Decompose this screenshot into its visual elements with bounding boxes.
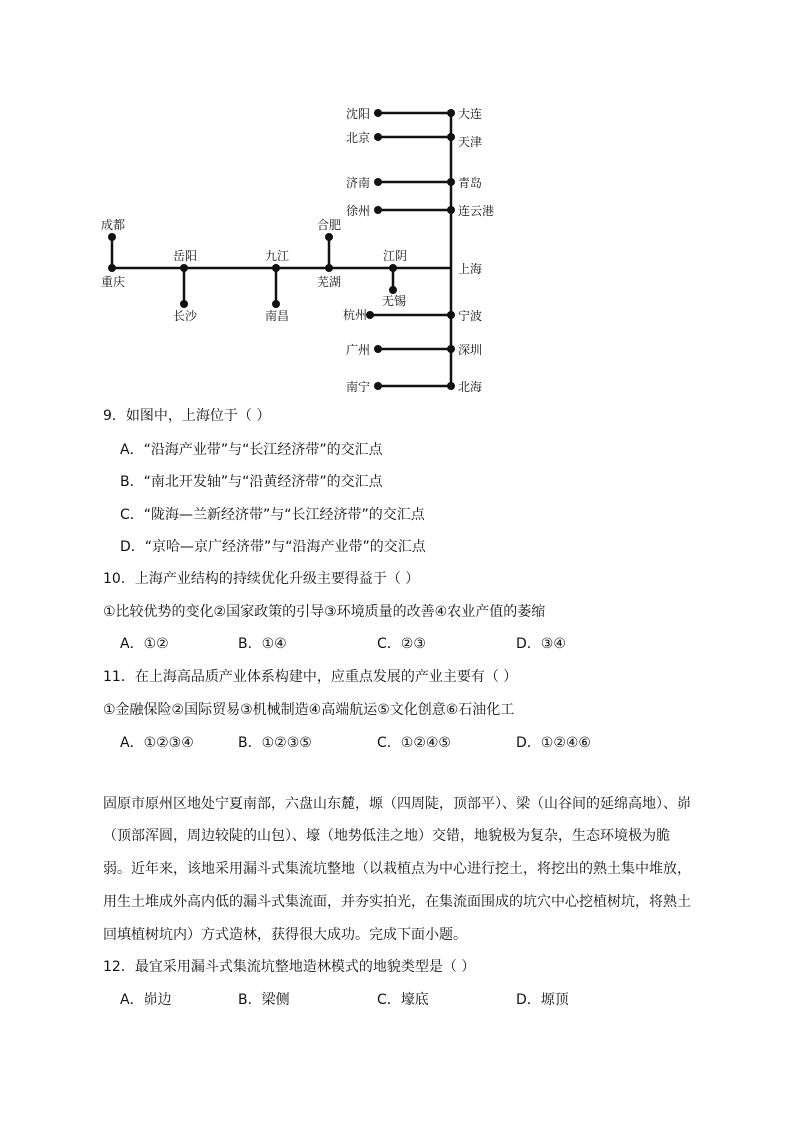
question-9-option-b[interactable]: B．“南北开发轴”与“沿黄经济带”的交汇点 bbox=[120, 474, 383, 490]
city-dot bbox=[447, 345, 455, 353]
city-label: 南宁 bbox=[346, 380, 371, 394]
city-label: 成都 bbox=[101, 218, 126, 232]
city-label: 岳阳 bbox=[173, 249, 198, 263]
question-11-option-a[interactable]: A．①②③④ bbox=[120, 735, 194, 751]
question-9-option-a[interactable]: A．“沿海产业带”与“长江经济带”的交汇点 bbox=[120, 442, 383, 458]
passage-line: （顶部浑圆，周边较陡的山包）、壕（地势低洼之地）交错，地貌极为复杂，生态环境极为脆 bbox=[103, 828, 670, 844]
passage-line: 弱。近年来，该地采用漏斗式集流坑整地（以栽植点为中心进行挖土，将挖出的熟土集中堆放， bbox=[103, 861, 691, 877]
city-label: 芜湖 bbox=[317, 275, 342, 289]
city-label: 长沙 bbox=[173, 309, 198, 323]
question-12-option-c[interactable]: C．壕底 bbox=[377, 992, 429, 1008]
passage-line: 用生土堆成外高内低的漏斗式集流面，并夯实拍光，在集流面围成的坑穴中心挖植树坑，将熟土 bbox=[103, 894, 691, 910]
question-10-option-d[interactable]: D．③④ bbox=[516, 636, 566, 652]
question-10-items: ①比较优势的变化②国家政策的引导③环境质量的改善④农业产值的萎缩 bbox=[103, 604, 546, 620]
city-label: 上海 bbox=[458, 262, 483, 276]
city-dot bbox=[447, 311, 455, 319]
question-12-option-d[interactable]: D．塬顶 bbox=[516, 992, 569, 1008]
city-dot bbox=[447, 206, 455, 214]
question-11-option-b[interactable]: B．①②③⑤ bbox=[238, 735, 312, 751]
city-dot bbox=[325, 264, 333, 272]
passage-line: 回填植树坑内）方式造林，获得很大成功。完成下面小题。 bbox=[103, 927, 467, 943]
question-11-option-c[interactable]: C．①②④⑤ bbox=[377, 735, 451, 751]
city-label: 深圳 bbox=[458, 343, 483, 357]
city-label: 南昌 bbox=[265, 309, 290, 323]
question-10-option-c[interactable]: C．②③ bbox=[377, 636, 426, 652]
question-10-stem: 10．上海产业结构的持续优化升级主要得益于（ ） bbox=[103, 571, 420, 587]
city-dot bbox=[374, 206, 382, 214]
city-label: 无锡 bbox=[382, 294, 407, 308]
city-dot bbox=[447, 178, 455, 186]
question-11-option-d[interactable]: D．①②④⑥ bbox=[516, 735, 591, 751]
passage-line: 固原市原州区地处宁夏南部，六盘山东麓，塬（四周陡，顶部平）、梁（山谷间的延绵高地）、峁 bbox=[103, 796, 691, 812]
city-label: 江阴 bbox=[383, 249, 408, 263]
question-9-stem: 9．如图中，上海位于（ ） bbox=[103, 408, 271, 424]
city-dot bbox=[272, 300, 280, 308]
city-dot bbox=[374, 109, 382, 117]
city-dot bbox=[389, 264, 397, 272]
city-label: 杭州 bbox=[343, 308, 368, 322]
city-dot bbox=[108, 233, 116, 241]
economic-zones-map bbox=[0, 0, 793, 400]
city-dot bbox=[325, 233, 333, 241]
city-label: 广州 bbox=[346, 343, 371, 357]
question-12-option-a[interactable]: A．峁边 bbox=[120, 992, 172, 1008]
city-dot bbox=[108, 264, 116, 272]
city-label: 宁波 bbox=[458, 309, 483, 323]
city-dot bbox=[374, 133, 382, 141]
city-dot bbox=[374, 382, 382, 390]
city-dot bbox=[389, 286, 397, 294]
city-label: 沈阳 bbox=[346, 107, 371, 121]
question-9-option-c[interactable]: C．“陇海—兰新经济带”与“长江经济带”的交汇点 bbox=[120, 507, 425, 523]
city-dot bbox=[366, 311, 374, 319]
city-dot bbox=[272, 264, 280, 272]
city-dot bbox=[180, 264, 188, 272]
city-dot bbox=[180, 300, 188, 308]
question-10-option-b[interactable]: B．①④ bbox=[238, 636, 287, 652]
city-label: 北京 bbox=[346, 131, 371, 145]
question-10-option-a[interactable]: A．①② bbox=[120, 636, 169, 652]
question-12-option-b[interactable]: B．梁侧 bbox=[238, 992, 290, 1008]
city-dot bbox=[447, 133, 455, 141]
city-label: 济南 bbox=[346, 176, 371, 190]
city-label: 青岛 bbox=[458, 176, 483, 190]
question-12-stem: 12．最宜采用漏斗式集流坑整地造林模式的地貌类型是（ ） bbox=[103, 959, 476, 975]
city-dot bbox=[447, 382, 455, 390]
city-dot bbox=[374, 345, 382, 353]
city-label: 连云港 bbox=[458, 204, 495, 218]
city-dot bbox=[374, 178, 382, 186]
city-label: 大连 bbox=[458, 107, 483, 121]
question-11-items: ①金融保险②国际贸易③机械制造④高端航运⑤文化创意⑥石油化工 bbox=[103, 702, 515, 718]
city-label: 天津 bbox=[458, 135, 483, 149]
question-9-option-d[interactable]: D．“京哈—京广经济带”与“沿海产业带”的交汇点 bbox=[120, 539, 426, 555]
city-label: 北海 bbox=[458, 380, 483, 394]
city-label: 重庆 bbox=[101, 275, 126, 289]
city-label: 九江 bbox=[265, 249, 290, 263]
city-label: 徐州 bbox=[346, 204, 371, 218]
question-11-stem: 11．在上海高品质产业体系构建中，应重点发展的产业主要有（ ） bbox=[103, 669, 518, 685]
city-label: 合肥 bbox=[317, 218, 342, 232]
city-dot bbox=[447, 109, 455, 117]
